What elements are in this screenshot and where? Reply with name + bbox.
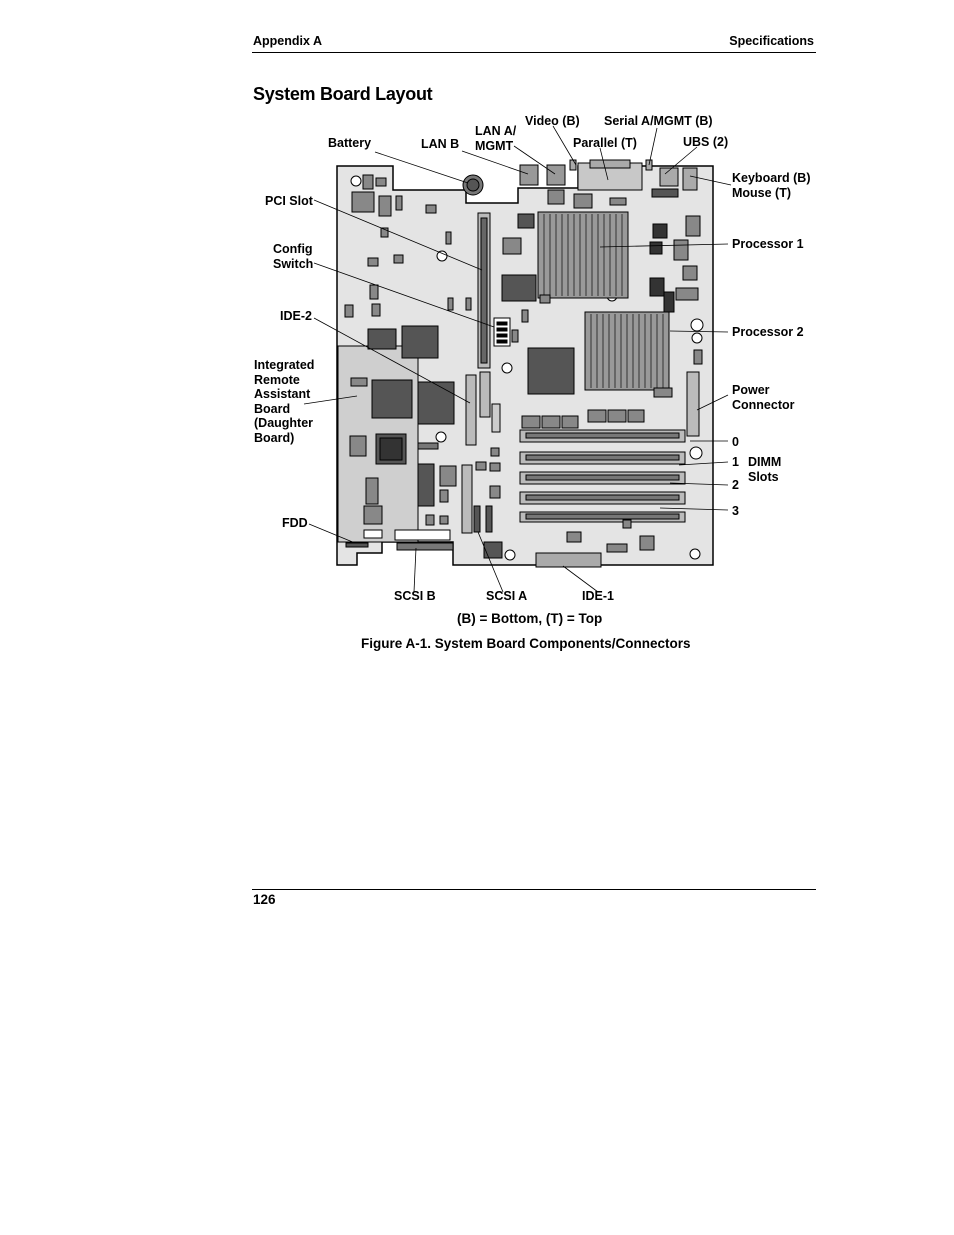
running-header-left: Appendix A <box>253 34 322 48</box>
label-irab-line3: Assistant <box>254 387 311 401</box>
label-power-line2: Connector <box>732 397 795 412</box>
label-dimm-2: 2 <box>732 478 739 492</box>
label-lan-a-line1: LAN A/ <box>475 124 517 138</box>
label-scsi-a: SCSI A <box>486 589 528 603</box>
label-ide-1: IDE-1 <box>582 589 614 603</box>
label-serial: Serial A/MGMT (B) <box>604 114 713 128</box>
label-irab-line1: Integrated <box>254 358 315 372</box>
label-lan-a-line2: MGMT <box>475 138 514 153</box>
label-dimm-line2: Slots <box>748 469 779 484</box>
running-header-right: Specifications <box>729 34 814 48</box>
label-keyboard-mouse <box>732 171 810 200</box>
page-number: 126 <box>253 892 276 907</box>
label-dimm-0: 0 <box>732 435 739 449</box>
label-video: Video (B) <box>525 114 580 128</box>
label-mouse: Mouse (T) <box>732 185 792 200</box>
label-dimm-1: 1 <box>732 455 739 469</box>
label-fdd: FDD <box>282 516 308 530</box>
label-lan-a <box>475 124 516 153</box>
label-config-switch <box>273 242 313 271</box>
label-dimm-slots <box>748 455 781 484</box>
label-battery: Battery <box>328 136 372 150</box>
label-keyboard: Keyboard (B) <box>732 171 811 185</box>
label-processor-2: Processor 2 <box>732 325 804 339</box>
footer-rule <box>252 889 816 890</box>
label-config-line1: Config <box>273 242 313 256</box>
processor-1 <box>538 212 628 298</box>
label-irab-line4: Board <box>254 401 291 416</box>
label-irab-line2: Remote <box>254 372 300 387</box>
label-ubs: UBS (2) <box>683 135 729 149</box>
label-irab-line5: (Daughter <box>254 416 314 430</box>
label-config-line2: Switch <box>273 256 314 271</box>
legend-text: (B) = Bottom, (T) = Top <box>457 611 603 626</box>
figure-caption: Figure A-1. System Board Components/Connectors <box>361 636 691 651</box>
section-title: System Board Layout <box>253 84 433 104</box>
label-ide-2: IDE-2 <box>280 309 312 323</box>
label-irab-line6: Board) <box>254 430 295 445</box>
label-lan-b: LAN B <box>421 137 460 151</box>
label-dimm-line1: DIMM <box>748 455 782 469</box>
label-scsi-b: SCSI B <box>394 589 436 603</box>
label-pci-slot: PCI Slot <box>265 194 313 208</box>
label-irab <box>254 358 314 445</box>
label-power-connector <box>732 383 795 412</box>
label-processor-1: Processor 1 <box>732 237 804 251</box>
label-power-line1: Power <box>732 383 770 397</box>
label-parallel: Parallel (T) <box>573 136 637 150</box>
processor-2 <box>585 312 669 390</box>
label-dimm-3: 3 <box>732 504 739 518</box>
